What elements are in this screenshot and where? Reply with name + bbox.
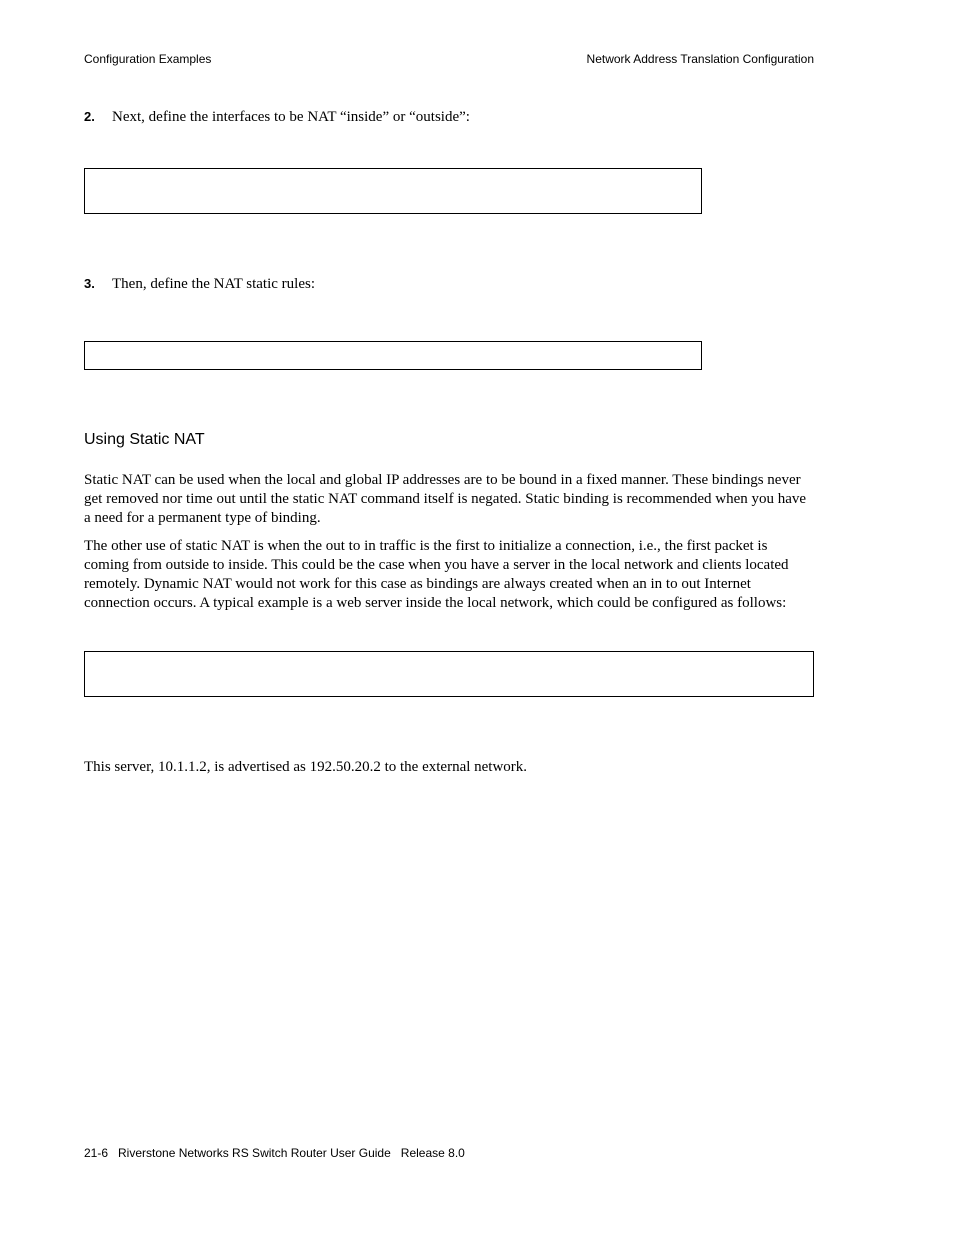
step-text: Next, define the interfaces to be NAT “inside” or “outside”: (112, 109, 470, 125)
code-block-static-rules (84, 341, 702, 370)
step-2 (84, 108, 470, 126)
running-header-title: Network Address Translation Configuration (586, 52, 814, 66)
running-header-chapter: Configuration Examples (84, 52, 212, 66)
code-block-interfaces (84, 168, 702, 214)
step-3 (84, 275, 315, 293)
paragraph-static-nat-usage: The other use of static NAT is when the out to in traffic is the first to initialize a connection, i.e., the first packet is coming from outside to inside. This could be the case when you have a server in the local network and clients located remotely. Dynamic NAT would not work for this case as bindings are always created when an in to out Internet connection occurs. A typical example is a web server inside the local network, which could be configured as follows: (84, 538, 789, 611)
page-footer: 21-6 Riverstone Networks RS Switch Router User Guide Release 8.0 (84, 1146, 465, 1160)
step-text: Then, define the NAT static rules: (112, 276, 315, 292)
step-number: 3. (84, 276, 95, 291)
paragraph-static-nat-intro: Static NAT can be used when the local and global IP addresses are to be bound in a fixed manner. These bindings never get removed nor time out until the static NAT command itself is negated. Static binding is recommended when you have a need for a permanent type of binding. (84, 472, 807, 526)
step-number: 2. (84, 109, 95, 124)
code-block-web-server (84, 651, 814, 697)
paragraph-server-advertised: This server, 10.1.1.2, is advertised as 192.50.20.2 to the external network. (84, 759, 528, 775)
section-heading: Using Static NAT (84, 431, 205, 448)
